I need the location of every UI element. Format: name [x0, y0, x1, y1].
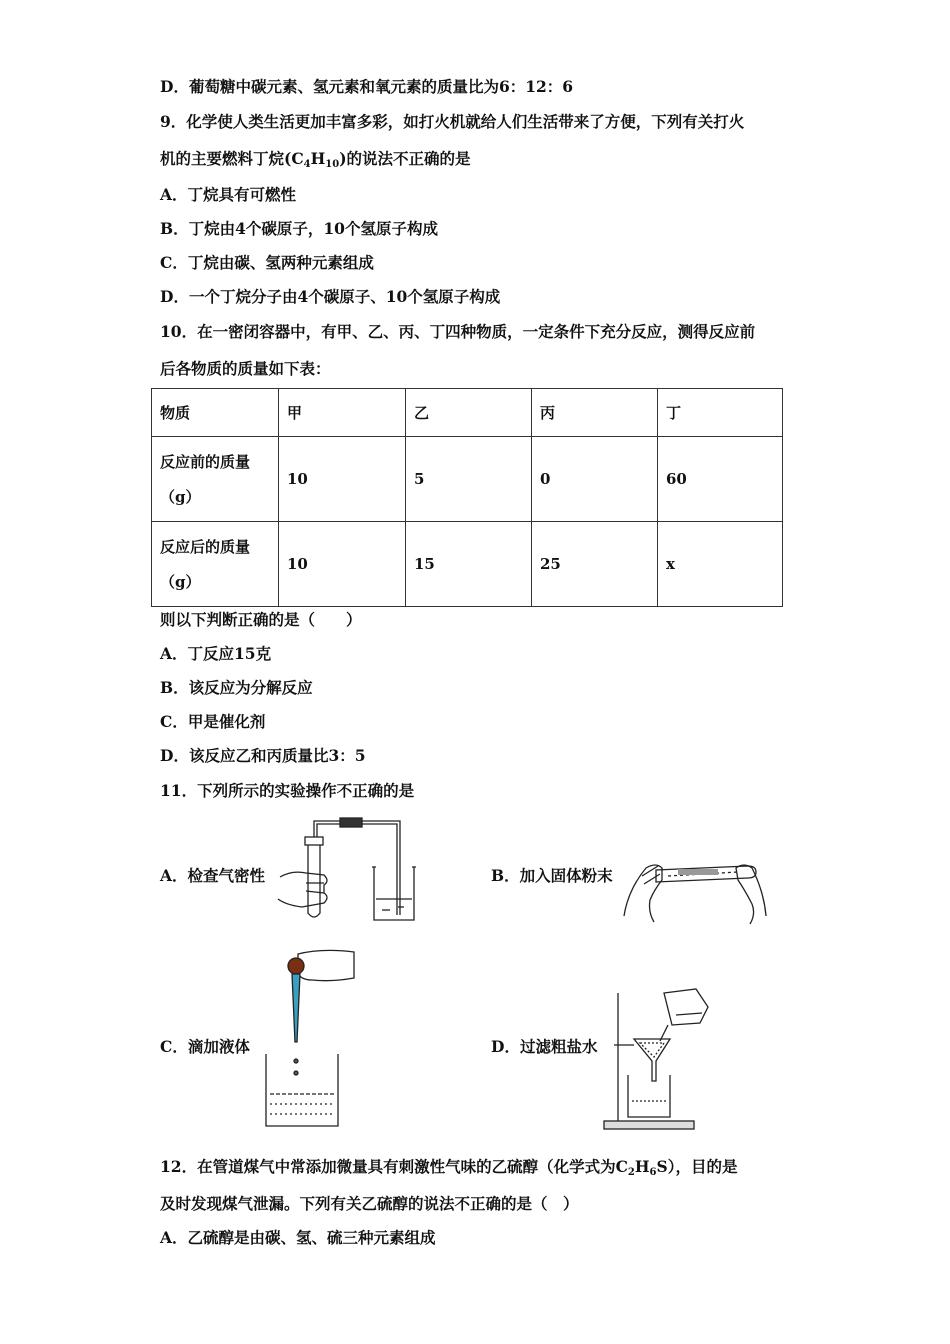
table-row	[152, 522, 783, 607]
add-solid-powder-illustration	[618, 850, 773, 926]
q11-stem: 11．下列所示的实验操作不正确的是	[160, 781, 415, 800]
q12-stem-line1: 12．在管道煤气中常添加微量具有刺激性气味的乙硫醇（化学式为$C_2H_6S$），目的是	[160, 1157, 738, 1178]
table-cell: 丙	[532, 389, 658, 437]
q11-option-d-label: D．过滤粗盐水	[491, 1037, 598, 1056]
table-cell: 乙	[406, 389, 532, 437]
table-cell: 物质	[152, 389, 279, 437]
q8-option-d: D．葡萄糖中碳元素、氢元素和氧元素的质量比为6：12：6	[160, 77, 574, 96]
table-row-label: 反应前的质量 （g）	[152, 437, 279, 522]
table-cell: 25	[532, 522, 658, 607]
q9-option-a: A．丁烷具有可燃性	[160, 185, 297, 204]
q10-option-d: D．该反应乙和丙质量比3：5	[160, 746, 366, 765]
table-cell: 15	[406, 522, 532, 607]
table-row-label: 反应后的质量 （g）	[152, 522, 279, 607]
table-row	[152, 437, 783, 522]
table-cell: 甲	[279, 389, 406, 437]
table-cell: 5	[406, 437, 532, 522]
dropper-liquid-illustration	[262, 944, 362, 1130]
table-cell: 10	[279, 437, 406, 522]
table-cell: 10	[279, 522, 406, 607]
q10-option-b: B．该反应为分解反应	[160, 678, 313, 697]
q12-option-a: A．乙硫醇是由碳、氢、硫三种元素组成	[160, 1228, 436, 1247]
table-cell: 0	[532, 437, 658, 522]
q9-option-d: D．一个丁烷分子由4个碳原子、10个氢原子构成	[160, 287, 501, 306]
q10-question: 则以下判断正确的是（ ）	[160, 610, 362, 629]
q9-stem-line1: 9．化学使人类生活更加丰富多彩，如打火机就给人们生活带来了方便，下列有关打火	[160, 112, 745, 131]
q11-option-c-label: C．滴加液体	[160, 1037, 250, 1056]
q9-stem-line2: 机的主要燃料丁烷$(C_4H_{10})$的说法不正确的是	[160, 149, 471, 170]
q10-stem-line2: 后各物质的质量如下表：	[160, 359, 331, 378]
q10-option-c: C．甲是催化剂	[160, 712, 266, 731]
table-cell: x	[658, 522, 783, 607]
q10-option-a: A．丁反应15克	[160, 644, 272, 663]
filtration-illustration	[598, 983, 713, 1133]
q11-option-b-label: B．加入固体粉末	[491, 866, 613, 885]
q12-stem-line2: 及时发现煤气泄漏。下列有关乙硫醇的说法不正确的是（ ）	[160, 1194, 579, 1213]
q9-option-c: C．丁烷由碳、氢两种元素组成	[160, 253, 374, 272]
table-cell: 60	[658, 437, 783, 522]
table-header-row	[152, 389, 783, 437]
airtightness-check-illustration	[272, 815, 422, 927]
table-cell: 丁	[658, 389, 783, 437]
q10-stem-line1: 10．在一密闭容器中，有甲、乙、丙、丁四种物质，一定条件下充分反应，测得反应前	[160, 322, 756, 341]
q10-data-table	[151, 388, 783, 607]
q11-option-a-label: A．检查气密性	[160, 866, 266, 885]
q9-option-b: B．丁烷由4个碳原子，10个氢原子构成	[160, 219, 438, 238]
